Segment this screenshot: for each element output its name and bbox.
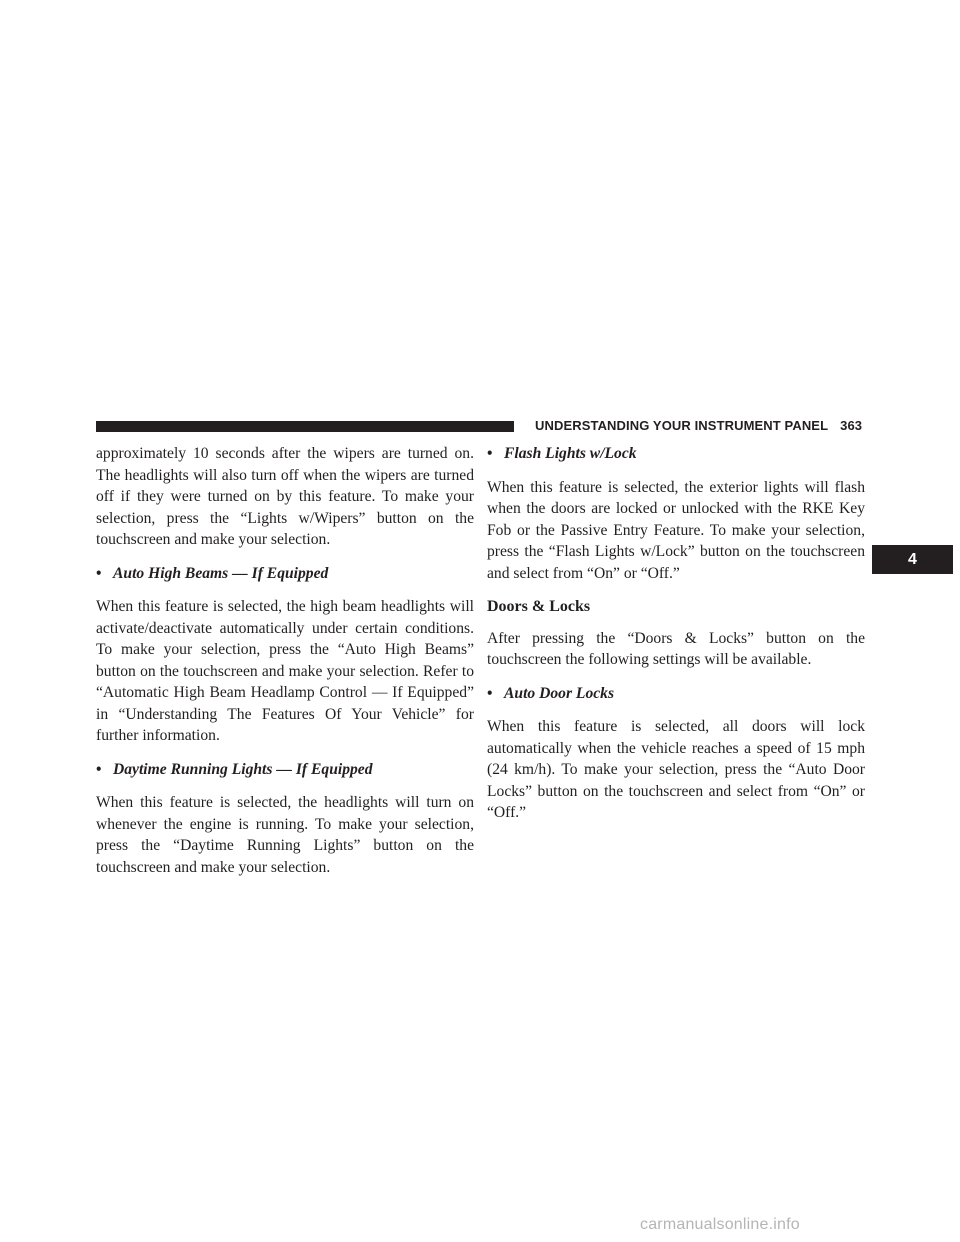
- flash-lights-paragraph: When this feature is selected, the exterior lights will flash when the doors are locked or unlocked with the RKE Key Fob or the Passive Entry Feature. To make your selection, press the “Flash Lights w/Lock” button on the touchscreen and select from “On” or “Off.”: [487, 478, 865, 582]
- intro-paragraph: approximately 10 seconds after the wipers are turned on. The headlights will also turn off when the wipers are turned off if they were turned on by this feature. To make your selection, press the “Lights w/Wipers” button on the touchscreen and make your selection.: [96, 445, 474, 548]
- bullet-flash-lights: [487, 443, 865, 465]
- running-header: [535, 418, 862, 433]
- bullet-title: Daytime Running Lights — If Equipped: [113, 760, 373, 778]
- bullet-icon: •: [487, 445, 493, 462]
- section-heading-doors-locks: Doors & Locks: [487, 598, 591, 615]
- left-column: [96, 443, 474, 890]
- page-number: 363: [840, 418, 863, 433]
- doors-locks-intro: After pressing the “Doors & Locks” button on the touchscreen the following settings will be available.: [487, 629, 865, 668]
- daytime-running-lights-paragraph: When this feature is selected, the headlights will turn on whenever the engine is running. To make your selection, press the “Daytime Running Lights” button on the touchscreen and make your selection.: [96, 794, 474, 876]
- chapter-tab: 4: [872, 545, 953, 574]
- bullet-daytime-running-lights: [96, 759, 474, 781]
- bullet-icon: •: [487, 684, 493, 702]
- bullet-auto-high-beams: [96, 563, 474, 585]
- bullet-icon: •: [96, 564, 102, 582]
- bullet-title: Flash Lights w/Lock: [504, 445, 637, 462]
- auto-door-locks-paragraph: When this feature is selected, all doors will lock automatically when the vehicle reaches a speed of 15 mph (24 km/h). To make your selection, press the “Auto Door Locks” button on the touchscreen and select from “On” or “Off.”: [487, 718, 865, 821]
- right-column: [487, 443, 865, 836]
- section-title: UNDERSTANDING YOUR INSTRUMENT PANEL: [535, 418, 829, 433]
- bullet-title: Auto Door Locks: [504, 684, 615, 702]
- bullet-icon: •: [96, 760, 102, 778]
- header-rule: [96, 421, 514, 432]
- auto-high-beams-paragraph: When this feature is selected, the high beam headlights will activate/deactivate automatically under certain conditions. To make your selection, press the “Auto High Beams” button on the touchscreen and make your selection. Refer to “Automatic High Beam Headlamp Control — If Equipped” in “Understanding The Features Of Your Vehicle” for further information.: [96, 598, 474, 744]
- watermark: carmanualsonline.info: [640, 1216, 800, 1233]
- bullet-auto-door-locks: [487, 683, 865, 705]
- bullet-title: Auto High Beams — If Equipped: [113, 564, 329, 582]
